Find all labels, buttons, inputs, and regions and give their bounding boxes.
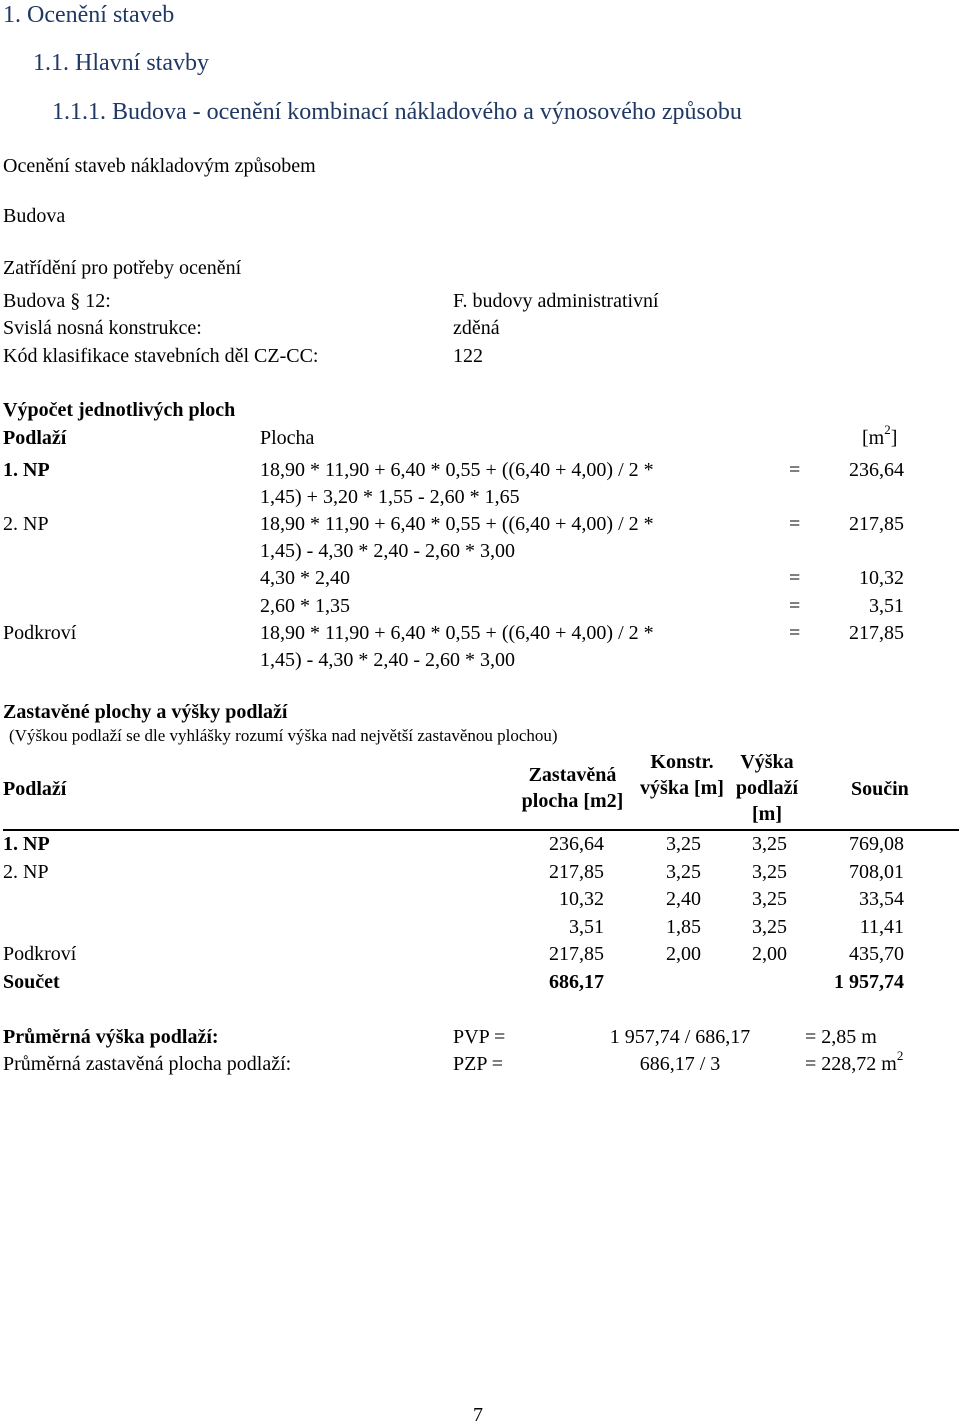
sum-label: Součet (3, 971, 60, 993)
table-row-area: 3,51 (569, 916, 604, 938)
area-row-equals: = (789, 459, 801, 481)
table-row-height: 3,25 (752, 916, 787, 938)
heights-header-floor-height: Výška podlaží [m] (735, 751, 799, 825)
table-row-height: 3,25 (752, 888, 787, 910)
area-row-equals: = (789, 567, 801, 589)
table-row-constr: 1,85 (666, 916, 701, 938)
heading-level-1: 1. Ocenění staveb (3, 2, 175, 28)
area-row-floor: 2. NP (3, 513, 49, 535)
table-row-floor: 2. NP (3, 861, 49, 883)
table-row-constr: 2,40 (666, 888, 701, 910)
area-row-formula-cont: 1,45) + 3,20 * 1,55 - 2,60 * 1,65 (260, 486, 520, 508)
classification-label: Svislá nosná konstrukce: (3, 317, 202, 339)
table-header-rule (3, 829, 959, 831)
average-height-result: = 2,85 m (805, 1026, 877, 1048)
sum-product: 1 957,74 (834, 971, 904, 993)
table-row-product: 33,54 (859, 888, 904, 910)
heading-level-3: 1.1.1. Budova - ocenění kombinací nákladového a výnosového způsobu (52, 99, 742, 125)
average-area-formula: 686,17 / 3 (639, 1053, 721, 1075)
area-row-value: 10,32 (859, 567, 904, 589)
areas-title: Výpočet jednotlivých ploch (3, 399, 236, 421)
heights-header-constr: Konstr. výška [m] (640, 751, 724, 799)
table-row-height: 3,25 (752, 861, 787, 883)
area-row-equals: = (789, 622, 801, 644)
heights-header-product: Součin (851, 778, 909, 800)
table-row-product: 769,08 (849, 833, 904, 855)
classification-label: Kód klasifikace stavebních děl CZ-CC: (3, 345, 319, 367)
area-row-floor: 1. NP (3, 459, 50, 481)
table-row-product: 708,01 (849, 861, 904, 883)
average-area-label: Průměrná zastavěná plocha podlaží: (3, 1053, 292, 1075)
classification-value: zděná (453, 317, 500, 339)
heading-level-2: 1.1. Hlavní stavby (33, 50, 209, 76)
heights-title: Zastavěné plochy a výšky podlaží (3, 701, 288, 723)
table-row-area: 10,32 (559, 888, 604, 910)
heights-header-area: Zastavěná plocha [m2] (521, 764, 624, 812)
areas-header-area: Plocha (260, 427, 315, 449)
area-row-value: 217,85 (849, 622, 904, 644)
area-row-value: 217,85 (849, 513, 904, 535)
table-row-constr: 2,00 (666, 943, 701, 965)
area-row-formula: 18,90 * 11,90 + 6,40 * 0,55 + ((6,40 + 4,00) / 2 * (260, 622, 654, 644)
area-row-equals: = (789, 513, 801, 535)
table-row-floor: Podkroví (3, 943, 77, 965)
method-title: Ocenění staveb nákladovým způsobem (3, 155, 316, 177)
table-row-area: 217,85 (549, 943, 604, 965)
area-row-floor: Podkroví (3, 622, 77, 644)
area-row-formula-cont: 1,45) - 4,30 * 2,40 - 2,60 * 3,00 (260, 649, 515, 671)
table-row-product: 435,70 (849, 943, 904, 965)
table-row-area: 217,85 (549, 861, 604, 883)
area-row-formula: 2,60 * 1,35 (260, 595, 350, 617)
building-title: Budova (3, 205, 66, 227)
heights-note: (Výškou podlaží se dle vyhlášky rozumí výška nad největší zastavěnou plochou) (9, 726, 558, 745)
area-row-formula: 4,30 * 2,40 (260, 567, 350, 589)
classification-title: Zatřídění pro potřeby ocenění (3, 257, 242, 279)
area-row-equals: = (789, 595, 801, 617)
table-row-product: 11,41 (859, 916, 904, 938)
table-row-constr: 3,25 (666, 861, 701, 883)
heights-header-floor: Podlaží (3, 778, 67, 800)
average-height-label: Průměrná výška podlaží: (3, 1026, 219, 1048)
area-row-value: 236,64 (849, 459, 904, 481)
average-height-abbr: PVP = (453, 1026, 506, 1048)
sum-area: 686,17 (549, 971, 604, 993)
table-row-height: 3,25 (752, 833, 787, 855)
average-height-formula: 1 957,74 / 686,17 (609, 1026, 751, 1048)
average-area-result: = 228,72 $m^2$ (805, 1048, 904, 1075)
table-row-floor: 1. NP (3, 833, 50, 855)
areas-header-floor: Podlaží (3, 427, 67, 449)
classification-label: Budova § 12: (3, 290, 111, 312)
classification-value: 122 (453, 345, 483, 367)
table-row-area: 236,64 (549, 833, 604, 855)
classification-value: F. budovy administrativní (453, 290, 659, 312)
table-row-height: 2,00 (752, 943, 787, 965)
area-row-formula: 18,90 * 11,90 + 6,40 * 0,55 + ((6,40 + 4,00) / 2 * (260, 513, 654, 535)
area-row-formula-cont: 1,45) - 4,30 * 2,40 - 2,60 * 3,00 (260, 540, 515, 562)
area-row-formula: 18,90 * 11,90 + 6,40 * 0,55 + ((6,40 + 4,00) / 2 * (260, 459, 654, 481)
average-area-abbr: PZP = (453, 1053, 503, 1075)
table-row-constr: 3,25 (666, 833, 701, 855)
areas-header-unit: $[m^2]$ (862, 422, 898, 449)
page-number: 7 (473, 1404, 483, 1426)
area-row-value: 3,51 (869, 595, 904, 617)
